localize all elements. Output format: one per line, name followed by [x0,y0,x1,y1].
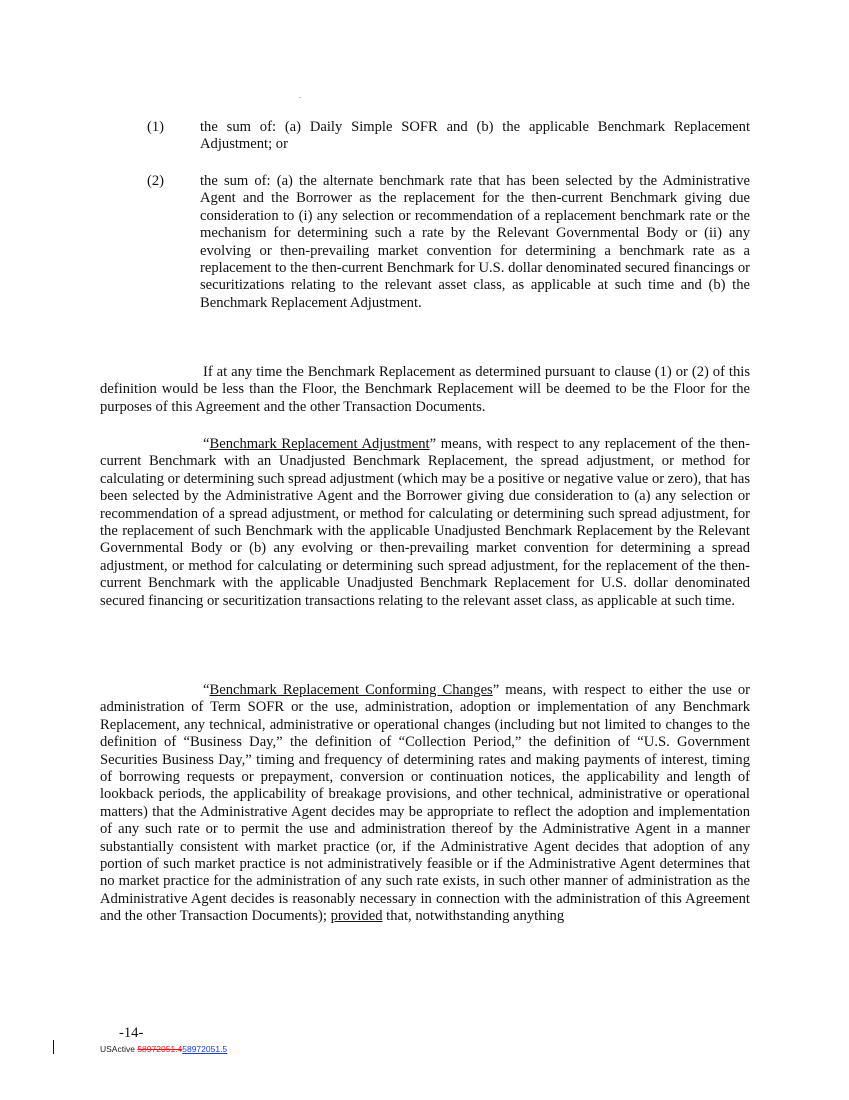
clause-2-text: the sum of: (a) the alternate benchmark rate that has been selected by the Administrative Agent and the Borrower as the replacement for the then-current Benchmark giving due consideration to (i) any selection or recommendation of a replacement benchmark rate or the mechanism for determining such a rate by the Relevant Governmental Body or (ii) any evolving or then-prevailing market convention for determining a benchmark rate as a replacement to the then-current Benchmark for U.S. dollar denominated secured financings or securitizations relating to the relevant asset class, as applicable at such time and (b) the Benchmark Replacement Adjustment. [200,173,750,311]
benchmark-replacement-adjustment-definition [100,436,750,610]
proviso-term: provided [330,908,383,925]
stray-dot: . [299,91,301,100]
conforming-open-quote: “ [203,682,210,698]
clause-2-number: (2) [147,173,165,189]
document-footer [100,1044,227,1054]
change-bar [53,1040,54,1054]
clause-1-text: the sum of: (a) Daily Simple SOFR and (b) the applicable Benchmark Replacement Adjustment; or [200,119,750,153]
adjustment-defined-term: Benchmark Replacement Adjustment [209,436,430,452]
conforming-defined-term: Benchmark Replacement Conforming Changes [209,682,493,698]
footer-deleted-id: 58972051.4 [137,1044,183,1054]
conforming-definition-tail: that, notwithstanding anything [382,908,565,925]
adjustment-open-quote: “ [203,436,210,452]
clause-1 [147,119,750,154]
clause-1-number: (1) [147,119,165,135]
floor-paragraph-text: If at any time the Benchmark Replacement as determined pursuant to clause (1) or (2) of this definition would be less than the Floor, the Benchmark Replacement will be deemed to be the Floor for the purposes of this Agreement and the other Transaction Documents. [100,364,750,415]
benchmark-replacement-conforming-changes-definition [100,682,750,926]
conforming-definition-text: ” means, with respect to either the use or administration of Term SOFR or the use, administration, adoption or implementation of any Benchmark Replacement, any technical, administrative or operational changes (including but not limited to changes to the definition of “Business Day,” the definition of “Collection Period,” the definition of “U.S. Government Securities Business Day,” timing and frequency of determining rates and making payments of interest, timing of borrowing requests or prepayment, conversion or continuation notices, the applicability and length of lookback periods, the applicability of breakage provisions, and other technical, administrative or operational matters) that the Administrative Agent decides may be appropriate to reflect the adoption and implementation of any such rate or to permit the use and administration thereof by the Administrative Agent in a manner substantially consistent with market practice (or, if the Administrative Agent decides that adoption of any portion of such market practice is not administratively feasible or if the Administrative Agent determines that no market practice for the administration of any such rate exists, in such other manner of administration as the Administrative Agent decides is reasonably necessary in connection with the administration of this Agreement and the other Transaction Documents); [100,682,750,925]
footer-inserted-id: 58972051.5 [182,1044,228,1054]
page-number: -14- [119,1025,144,1041]
adjustment-definition-text: ” means, with respect to any replacement of the then-current Benchmark with an Unadjusted Benchmark Replacement, the spread adjustment, or method for calculating or determining such spread adjustment (which may be a positive or negative value or zero), that has been selected by the Administrative Agent and the Borrower giving due consideration to (a) any selection or recommendation of a spread adjustment, or method for calculating or determining such spread adjustment, for the replacement of such Benchmark with the applicable Unadjusted Benchmark Replacement by the Relevant Governmental Body or (b) any evolving or then-prevailing market convention for determining a spread adjustment, or method for calculating or determining such spread adjustment, for the replacement of the then-current Benchmark with the applicable Unadjusted Benchmark Replacement for U.S. dollar denominated secured financing or securitization transactions relating to the relevant asset class, as applicable at such time. [100,436,751,609]
floor-paragraph [100,364,750,416]
footer-prefix: USActive [100,1044,138,1054]
clause-2 [147,173,750,312]
